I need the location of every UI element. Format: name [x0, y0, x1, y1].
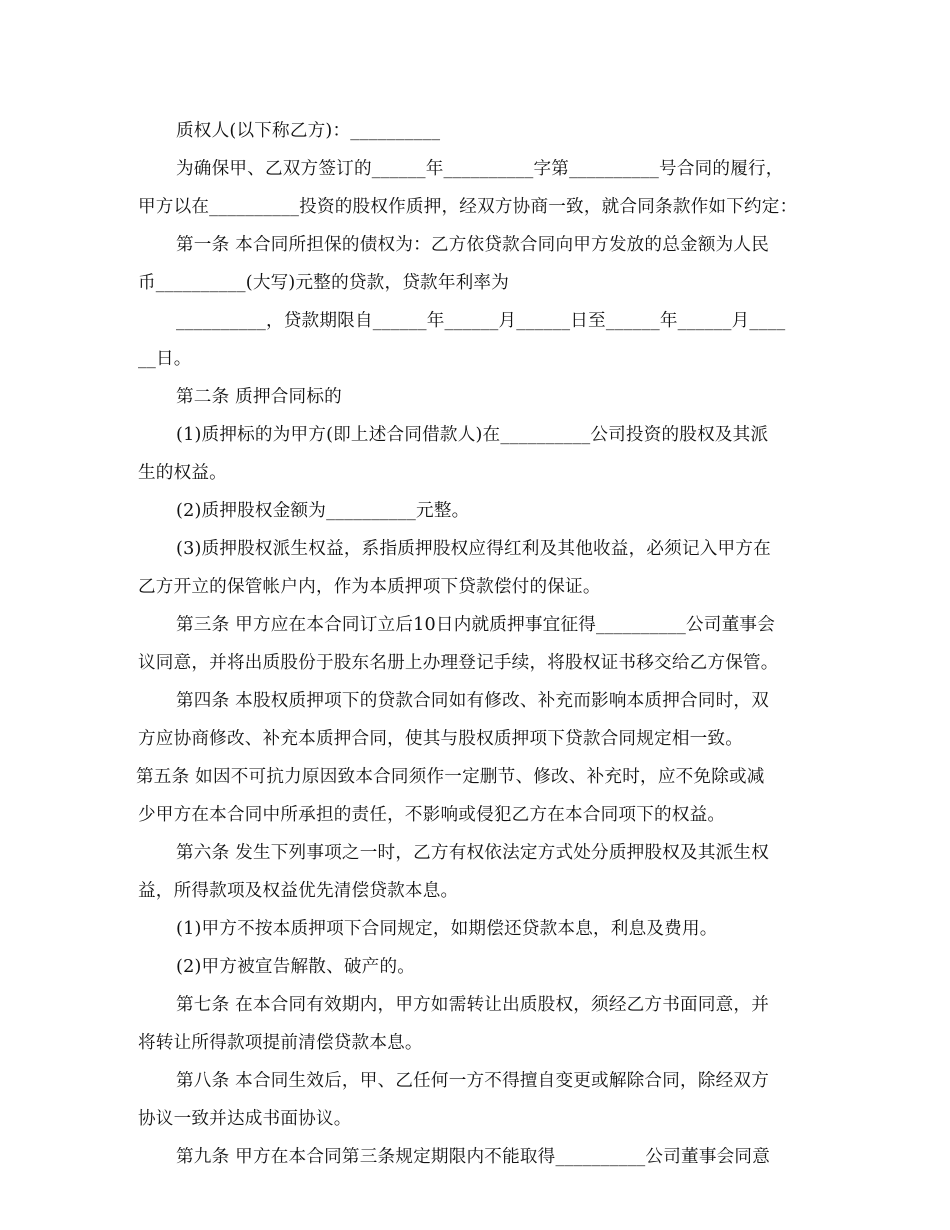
- article-6-item-2: (2)甲方被宣告解散、破产的。: [176, 957, 416, 977]
- article-7-line-1: 第七条 在本合同有效期内，甲方如需转让出质股权，须经乙方书面同意，并: [176, 995, 769, 1015]
- article-8-line-1: 第八条 本合同生效后，甲、乙任何一方不得擅自变更或解除合同，除经双方: [176, 1071, 769, 1091]
- article-1-line-4: __日。: [138, 349, 192, 369]
- article-5-line-2: 少甲方在本合同中所承担的责任，不影响或侵犯乙方在本合同项下的权益。: [138, 805, 726, 825]
- article-2-item-3-line-2: 乙方开立的保管帐户内，作为本质押项下贷款偿付的保证。: [138, 577, 601, 597]
- article-8-line-2: 协议一致并达成书面协议。: [138, 1109, 352, 1129]
- article-5-line-1: 第五条 如因不可抗力原因致本合同须作一定删节、修改、补充时，应不免除或减: [136, 767, 765, 787]
- article-2-item-1-line-1: (1)质押标的为甲方(即上述合同借款人)在__________公司投资的股权及其派: [176, 425, 769, 445]
- article-6-line-1: 第六条 发生下列事项之一时，乙方有权依法定方式处分质押股权及其派生权: [176, 843, 769, 863]
- article-1-line-2: 币__________(大写)元整的贷款，贷款年利率为: [138, 273, 510, 293]
- article-1-line-1: 第一条 本合同所担保的债权为：乙方依贷款合同向甲方发放的总金额为人民: [176, 235, 769, 255]
- preamble-line-1: 为确保甲、乙双方签订的______年__________字第__________号合同的履行，: [176, 159, 784, 179]
- article-2-heading: 第二条 质押合同标的: [176, 387, 342, 407]
- article-4-line-1: 第四条 本股权质押项下的贷款合同如有修改、补充而影响本质押合同时，双: [176, 691, 769, 711]
- article-1-line-3: __________，贷款期限自______年______月______日至______年______月____: [176, 311, 786, 331]
- article-6-line-2: 益，所得款项及权益优先清偿贷款本息。: [138, 881, 459, 901]
- contract-body: [138, 112, 818, 1176]
- article-6-item-1: (1)甲方不按本质押项下合同规定，如期偿还贷款本息，利息及费用。: [176, 919, 718, 939]
- preamble-line-2: 甲方以在__________投资的股权作质押，经双方协商一致，就合同条款作如下约定：: [138, 197, 798, 217]
- article-2-item-2: (2)质押股权金额为__________元整。: [176, 501, 470, 521]
- article-2-item-3-line-1: (3)质押股权派生权益，系指质押股权应得红利及其他收益，必须记入甲方在: [176, 539, 771, 559]
- article-4-line-2: 方应协商修改、补充本质押合同，使其与股权质押项下贷款合同规定相一致。: [138, 729, 743, 749]
- article-7-line-2: 将转让所得款项提前清偿贷款本息。: [138, 1033, 423, 1053]
- article-3-line-1: 第三条 甲方应在本合同订立后10日内就质押事宜征得__________公司董事会: [176, 615, 775, 635]
- article-3-line-2: 议同意，并将出质股份于股东名册上办理登记手续，将股权证书移交给乙方保管。: [138, 653, 779, 673]
- article-9-line-1: 第九条 甲方在本合同第三条规定期限内不能取得__________公司董事会同意: [176, 1147, 770, 1167]
- article-2-item-1-line-2: 生的权益。: [138, 463, 227, 483]
- pledgee-line: 质权人(以下称乙方)：__________: [176, 121, 441, 141]
